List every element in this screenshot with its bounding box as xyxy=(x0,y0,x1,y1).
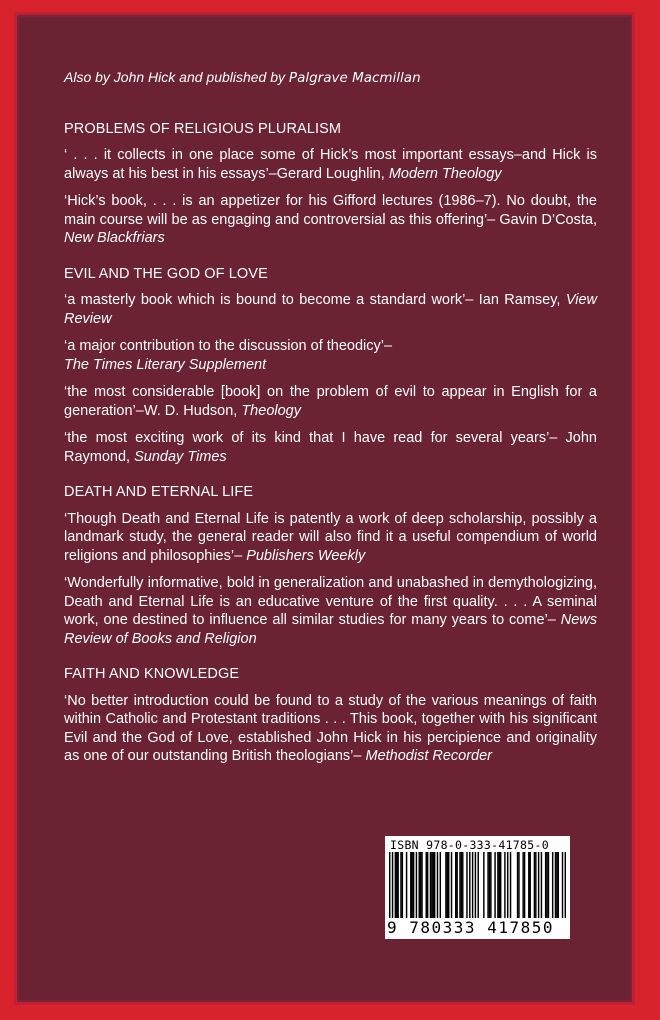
section-heading: EVIL AND THE GOD OF LOVE xyxy=(64,265,268,282)
barcode-bar xyxy=(410,852,411,918)
barcode-bar xyxy=(497,852,498,918)
review-quote xyxy=(64,337,597,374)
barcode-bar xyxy=(556,852,557,918)
barcode-bar xyxy=(402,852,403,918)
back-cover-text xyxy=(64,68,597,775)
also-by-text: Also by John Hick and published by xyxy=(64,69,286,85)
barcode-bar xyxy=(411,852,412,918)
barcode-bar xyxy=(494,852,495,918)
barcode-bar xyxy=(396,852,397,918)
barcode-bar xyxy=(475,852,476,918)
barcode-bar xyxy=(462,852,463,918)
isbn-label: ISBN 978-0-333-41785-0 xyxy=(390,838,549,852)
barcode-bar xyxy=(400,852,401,918)
barcode-bar xyxy=(489,852,490,918)
review-quote xyxy=(64,692,597,766)
barcode-bar xyxy=(478,852,479,918)
barcode-bar xyxy=(545,852,546,918)
barcode-bar xyxy=(395,852,396,918)
quote-source: News Review of Books and Religion xyxy=(64,612,597,647)
barcode-bar xyxy=(427,852,428,918)
barcode-bar xyxy=(459,852,460,918)
barcode-bar xyxy=(447,852,448,918)
quote-source: Modern Theology xyxy=(388,165,502,182)
barcode-bar xyxy=(528,852,529,918)
barcode-bar xyxy=(534,852,535,918)
barcode-bar xyxy=(419,852,420,918)
quote-text: ‘No better introduction could be found to a study of the various meanings of faith within Catholic and Protestant traditions . . . This book, together with his significant Evil and the God of Love, established John Hick in his percipience and originality as one of our outstanding British theologians’– xyxy=(64,692,597,764)
barcode-bar xyxy=(562,852,563,918)
quote-text: ‘a masterly book which is bound to become a standard work’– Ian Ramsey, xyxy=(64,292,561,308)
barcode-bar xyxy=(416,852,417,918)
barcode-bar xyxy=(548,852,549,918)
barcode-bar xyxy=(518,852,519,918)
barcode-bar xyxy=(524,852,525,918)
barcode-digits: 9 780333 417850 xyxy=(387,918,554,937)
quote-source: Publishers Weekly xyxy=(246,547,366,564)
barcode-bar xyxy=(392,852,393,918)
barcode-bar xyxy=(529,852,530,918)
quote-source: View Review xyxy=(64,292,597,327)
section-heading: FAITH AND KNOWLEDGE xyxy=(64,666,240,682)
barcode-bar xyxy=(499,852,500,918)
review-quote xyxy=(64,291,597,328)
section-religious-pluralism xyxy=(64,120,597,248)
barcode-bar xyxy=(558,852,559,918)
section-heading: PROBLEMS OF RELIGIOUS PLURALISM xyxy=(64,120,342,137)
barcode-bar xyxy=(445,852,446,918)
barcode-bar xyxy=(448,852,449,918)
barcode-bar xyxy=(456,852,457,918)
barcode-bar xyxy=(389,852,390,918)
barcode-bar xyxy=(421,852,422,918)
barcode-bar xyxy=(517,852,518,918)
barcode-bar xyxy=(510,852,511,918)
barcode-bar xyxy=(555,852,556,918)
review-quote xyxy=(64,510,597,566)
barcode-bar xyxy=(469,852,470,918)
barcode-bar xyxy=(406,852,407,918)
barcode-bar xyxy=(451,852,452,918)
barcode-bar xyxy=(490,852,491,918)
barcode-bar xyxy=(397,852,398,918)
review-quote xyxy=(64,383,597,420)
quote-text: ‘Hick’s book, . . . is an appetizer for his Gifford lectures (1986–7). No doubt, the main course will be as engaging and controversial as this offering’– Gavin D’Costa, xyxy=(64,193,597,228)
barcode-bar xyxy=(420,852,421,918)
barcode-bar xyxy=(413,852,414,918)
barcode-bar xyxy=(504,852,505,918)
quote-source: New Blackfriars xyxy=(64,230,165,246)
review-quote xyxy=(64,192,597,248)
barcode-bar xyxy=(500,852,501,918)
barcode-bar xyxy=(552,852,553,918)
section-death-eternal-life xyxy=(64,483,597,648)
isbn-barcode xyxy=(385,836,570,939)
barcode-bars xyxy=(389,852,566,918)
quote-source: The Times Literary Supplement xyxy=(64,356,267,373)
barcode-bar xyxy=(455,852,456,918)
section-faith-knowledge xyxy=(64,665,597,766)
quote-text: ‘Though Death and Eternal Life is patently a work of deep scholarship, possibly a landmark study, the general reader will also find it a useful compendium of world religions and philosophies’– xyxy=(64,510,597,564)
barcode-bar xyxy=(426,852,427,918)
barcode-bar xyxy=(535,852,536,918)
review-quote xyxy=(64,146,597,183)
barcode-bar xyxy=(565,852,566,918)
publisher-name: Palgrave Macmillan xyxy=(288,70,421,86)
barcode-bar xyxy=(433,852,434,918)
quote-text: ‘the most considerable [book] on the problem of evil to appear in English for a generation’–W. D. Hudson, xyxy=(64,384,597,419)
review-quote xyxy=(64,574,597,648)
also-by-line xyxy=(64,68,597,88)
barcode-bar xyxy=(466,852,467,918)
barcode-bar xyxy=(483,852,484,918)
barcode-bar xyxy=(431,852,432,918)
review-quote xyxy=(64,429,597,466)
barcode-bar xyxy=(440,852,441,918)
quote-source: Methodist Recorder xyxy=(365,748,493,764)
barcode-bar xyxy=(507,852,508,918)
quote-text: ‘ . . . it collects in one place some of Hick’s most important essays–and Hick is always at his best in his essays’–Gerard Loughlin, xyxy=(64,147,597,182)
barcode-bar xyxy=(541,852,542,918)
quote-text: ‘Wonderfully informative, bold in generalization and unabashed in demythologizing, Death and Eternal Life is an educative venture of the first quality. . . . A seminal work, one destined to influence all similar studies for many years to come’– xyxy=(64,575,597,628)
barcode-bar xyxy=(430,852,431,918)
barcode-bar xyxy=(538,852,539,918)
barcode-bar xyxy=(437,852,438,918)
barcode-bar xyxy=(546,852,547,918)
barcode-bar xyxy=(434,852,435,918)
barcode-bar xyxy=(522,852,523,918)
quote-text: ‘a major contribution to the discussion of theodicy’– xyxy=(64,338,393,354)
barcode-bar xyxy=(461,852,462,918)
quote-text: ‘the most exciting work of its kind that I have read for several years’– John Raymond, xyxy=(64,430,597,465)
barcode-bar xyxy=(487,852,488,918)
section-heading: DEATH AND ETERNAL LIFE xyxy=(64,484,254,500)
barcode-bar xyxy=(472,852,473,918)
quote-source: Theology xyxy=(241,402,301,419)
quote-source: Sunday Times xyxy=(134,448,227,465)
section-evil-and-god xyxy=(64,265,597,467)
